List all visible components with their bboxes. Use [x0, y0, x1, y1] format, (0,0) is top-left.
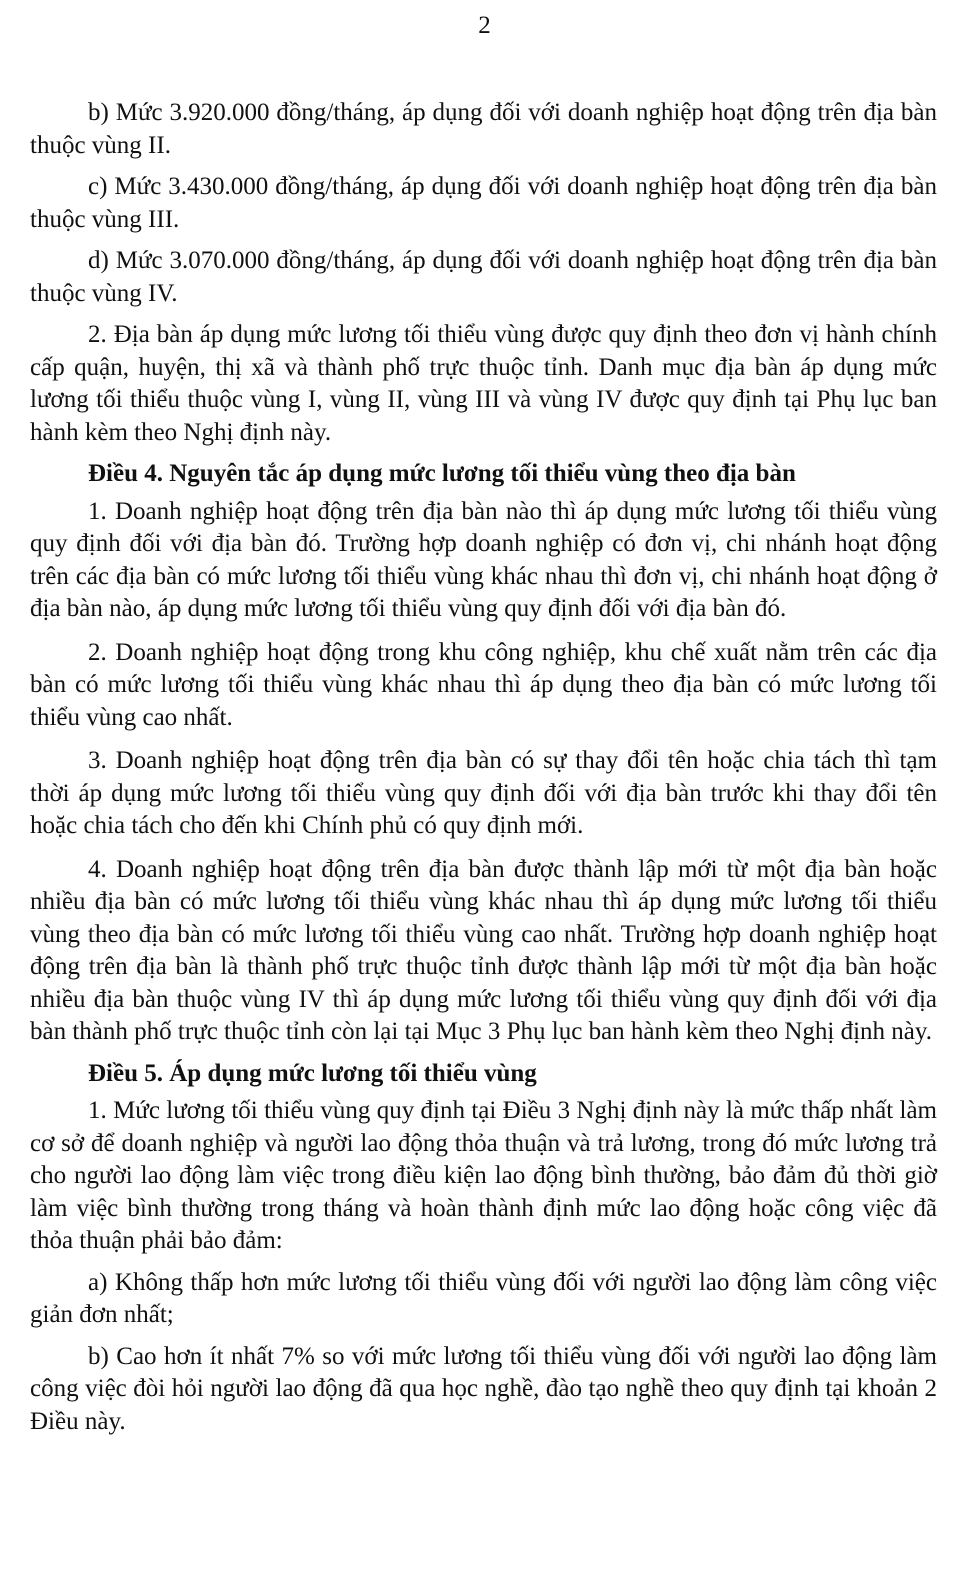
dieu-4-paragraph-1: 1. Doanh nghiệp hoạt động trên địa bàn nào thì áp dụng mức lương tối thiểu vùng quy định đối với địa bàn đó. Trường hợp doanh nghiệp có đơn vị, chi nhánh hoạt động trên các địa bàn có mức lương tối thiểu vùng khác nhau thì đơn vị, chi nhánh hoạt động ở địa bàn nào, áp dụng mức lương tối thiểu vùng quy định đối với địa bàn đó.	[30, 497, 937, 622]
dieu-5-item-a: a) Không thấp hơn mức lương tối thiểu vùng đối với người lao động làm công việc giản đơn nhất;	[30, 1268, 937, 1328]
page-number: 2	[478, 12, 491, 39]
heading-dieu-5: Điều 5. Áp dụng mức lương tối thiểu vùng	[88, 1059, 537, 1087]
paragraph-d-3070: d) Mức 3.070.000 đồng/tháng, áp dụng đối với doanh nghiệp hoạt động trên địa bàn thuộc vùng IV.	[30, 247, 937, 307]
dieu-4-paragraph-2: 2. Doanh nghiệp hoạt động trong khu công nghiệp, khu chế xuất nằm trên các địa bàn có mức lương tối thiểu vùng khác nhau thì áp dụng theo địa bàn có mức lương tối thiểu vùng cao nhất.	[30, 638, 937, 731]
dieu-5-item-b: b) Cao hơn ít nhất 7% so với mức lương tối thiểu vùng đối với người lao động làm công việc đòi hỏi người lao động đã qua học nghề, đào tạo nghề theo quy định tại khoản 2 Điều này.	[30, 1342, 937, 1435]
dieu-4-paragraph-3: 3. Doanh nghiệp hoạt động trên địa bàn có sự thay đổi tên hoặc chia tách thì tạm thời áp dụng mức lương tối thiểu vùng quy định đối với địa bàn trước khi thay đổi tên hoặc chia tách cho đến khi Chính phủ có quy định mới.	[30, 747, 937, 839]
paragraph-c-3430: c) Mức 3.430.000 đồng/tháng, áp dụng đối với doanh nghiệp hoạt động trên địa bàn thuộc vùng III.	[30, 173, 937, 233]
paragraph-b-3920: b) Mức 3.920.000 đồng/tháng, áp dụng đối với doanh nghiệp hoạt động trên địa bàn thuộc vùng II.	[30, 99, 937, 159]
document-body	[30, 97, 937, 1447]
heading-dieu-4: Điều 4. Nguyên tắc áp dụng mức lương tối thiểu vùng theo địa bàn	[88, 460, 796, 487]
dieu-4-paragraph-4: 4. Doanh nghiệp hoạt động trên địa bàn được thành lập mới từ một địa bàn hoặc nhiều địa bàn có mức lương tối thiểu vùng khác nhau thì áp dụng mức lương tối thiểu vùng theo địa bàn có mức lương tối thiểu vùng cao nhất. Trường hợp doanh nghiệp hoạt động trên địa bàn là thành phố trực thuộc tỉnh được thành lập mới từ một địa bàn hoặc nhiều địa bàn thuộc vùng IV thì áp dụng mức lương tối thiểu vùng quy định đối với địa bàn thành phố trực thuộc tỉnh còn lại tại Mục 3 Phụ lục ban hành kèm theo Nghị định này.	[30, 855, 937, 1045]
dieu-5-paragraph-1: 1. Mức lương tối thiểu vùng quy định tại Điều 3 Nghị định này là mức thấp nhất làm cơ sở để doanh nghiệp và người lao động thỏa thuận và trả lương, trong đó mức lương trả cho người lao động làm việc trong điều kiện lao động bình thường, bảo đảm đủ thời giờ làm việc bình thường trong tháng và hoàn thành định mức lao động hoặc công việc đã thỏa thuận phải bảo đảm:	[30, 1097, 937, 1254]
paragraph-2-dia-ban: 2. Địa bàn áp dụng mức lương tối thiểu vùng được quy định theo đơn vị hành chính cấp quận, huyện, thị xã và thành phố trực thuộc tỉnh. Danh mục địa bàn áp dụng mức lương tối thiểu thuộc vùng I, vùng II, vùng III và vùng IV được quy định tại Phụ lục ban hành kèm theo Nghị định này.	[30, 321, 937, 446]
